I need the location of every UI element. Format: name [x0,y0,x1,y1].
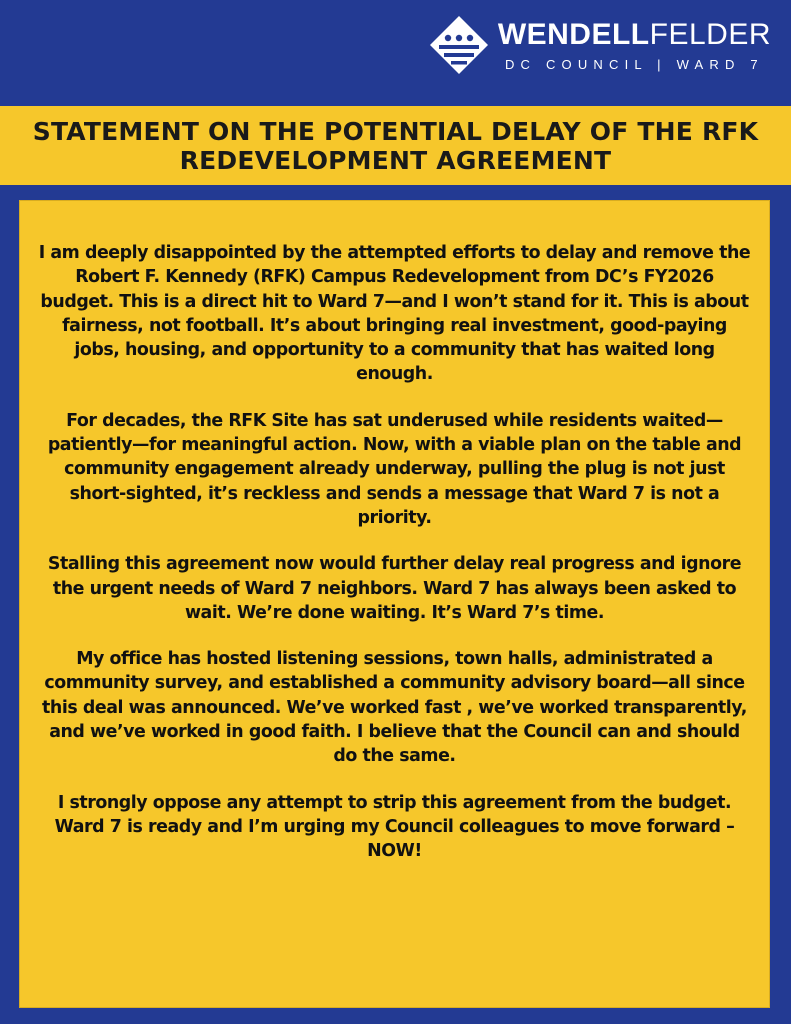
title-band [0,106,791,185]
paragraph-2: For decades, the RFK Site has sat underused while residents waited—patiently—for meaningful action. Now, with a viable plan on the table and community engagement already underway, pulling the plug is not just short-sighted, it’s reckless and sends a message that Ward 7 is not a priority. [47,410,742,528]
statement-title: STATEMENT ON THE POTENTIAL DELAY OF THE RFK REDEVELOPMENT AGREEMENT [32,116,759,175]
statement-body [19,200,770,1008]
logo-subtitle: DC COUNCIL | WARD 7 [504,56,764,72]
name-first: WENDELL [497,17,650,51]
councilmember-name [498,19,771,51]
paragraph-5: I strongly oppose any attempt to strip this agreement from the budget. Ward 7 is ready and I’m urging my Council colleagues to move forward – NOW! [54,792,735,862]
logo-text [498,19,771,72]
name-last: FELDER [649,17,771,51]
logo [428,10,771,80]
paragraph-4: My office has hosted listening sessions, town halls, administrated a community survey, and established a community advisory board—all since this deal was announced. We’ve worked fast , we’ve worked transparently, and we’ve worked in good faith. I believe that the Council can and should do the same. [42,649,747,767]
dc-map-flag-icon [428,14,490,76]
paragraph-1: I am deeply disappointed by the attempted efforts to delay and remove the Robert F. Kennedy (RFK) Campus Redevelopment from DC’s FY2026 budget. This is a direct hit to Ward 7—and I won’t stand for it. This is about fairness, not football. It’s about bringing real investment, good-paying jobs, housing, and opportunity to a community that has waited long enough. [38,243,751,385]
paragraph-3: Stalling this agreement now would further delay real progress and ignore the urgent needs of Ward 7 neighbors. Ward 7 has always been asked to wait. We’re done waiting. It’s Ward 7’s time. [47,554,742,623]
header-banner [0,0,791,106]
